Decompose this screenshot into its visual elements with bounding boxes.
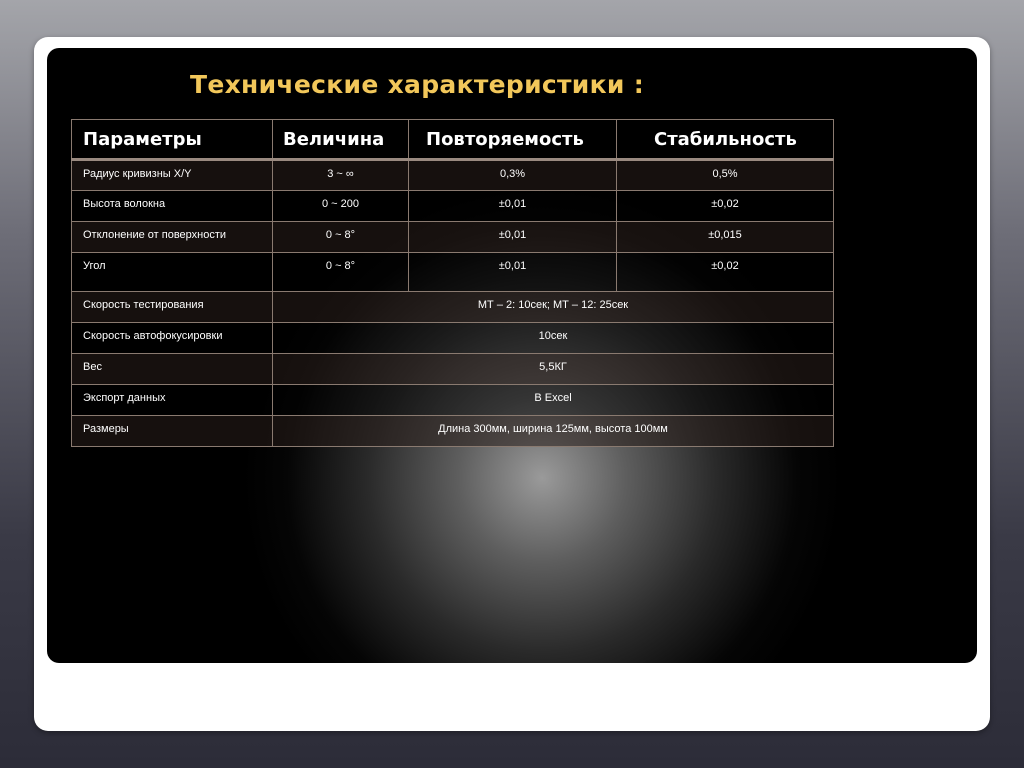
- table-row: [72, 323, 834, 354]
- cell-stability: ±0,02: [617, 191, 834, 222]
- spec-table: [71, 119, 834, 447]
- row-label: Отклонение от поверхности: [72, 222, 273, 253]
- header-repeatability: Повторяемость: [409, 120, 617, 160]
- table-row: [72, 292, 834, 323]
- table-row: [72, 354, 834, 385]
- header-stability: Стабильность: [617, 120, 834, 160]
- slide-title: Технические характеристики :: [190, 70, 645, 99]
- table-row: [72, 191, 834, 222]
- cell-repeatability: ±0,01: [409, 253, 617, 292]
- cell-stability: ±0,02: [617, 253, 834, 292]
- header-value: Величина: [273, 120, 409, 160]
- header-parameters: Параметры: [72, 120, 273, 160]
- cell-repeatability: 0,3%: [409, 160, 617, 191]
- row-label: Радиус кривизны X/Y: [72, 160, 273, 191]
- row-label: Экспорт данных: [72, 385, 273, 416]
- cell-value: 0 ~ 8°: [273, 253, 409, 292]
- cell-stability: ±0,015: [617, 222, 834, 253]
- row-label: Вес: [72, 354, 273, 385]
- row-label: Скорость тестирования: [72, 292, 273, 323]
- table-row: [72, 385, 834, 416]
- cell-repeatability: ±0,01: [409, 222, 617, 253]
- cell-stability: 0,5%: [617, 160, 834, 191]
- table-row: [72, 222, 834, 253]
- cell-merged-value: Длина 300мм, ширина 125мм, высота 100мм: [273, 416, 834, 447]
- row-label: Высота волокна: [72, 191, 273, 222]
- cell-value: 0 ~ 200: [273, 191, 409, 222]
- cell-value: 0 ~ 8°: [273, 222, 409, 253]
- table-header-row: [72, 120, 834, 160]
- table-row: [72, 416, 834, 447]
- cell-merged-value: 5,5КГ: [273, 354, 834, 385]
- cell-value: 3 ~ ∞: [273, 160, 409, 191]
- cell-repeatability: ±0,01: [409, 191, 617, 222]
- cell-merged-value: В Excel: [273, 385, 834, 416]
- row-label: Размеры: [72, 416, 273, 447]
- table-row: [72, 160, 834, 191]
- cell-merged-value: 10сек: [273, 323, 834, 354]
- row-label: Угол: [72, 253, 273, 292]
- cell-merged-value: МТ – 2: 10сек; МТ – 12: 25сек: [273, 292, 834, 323]
- table-row: [72, 253, 834, 292]
- row-label: Скорость автофокусировки: [72, 323, 273, 354]
